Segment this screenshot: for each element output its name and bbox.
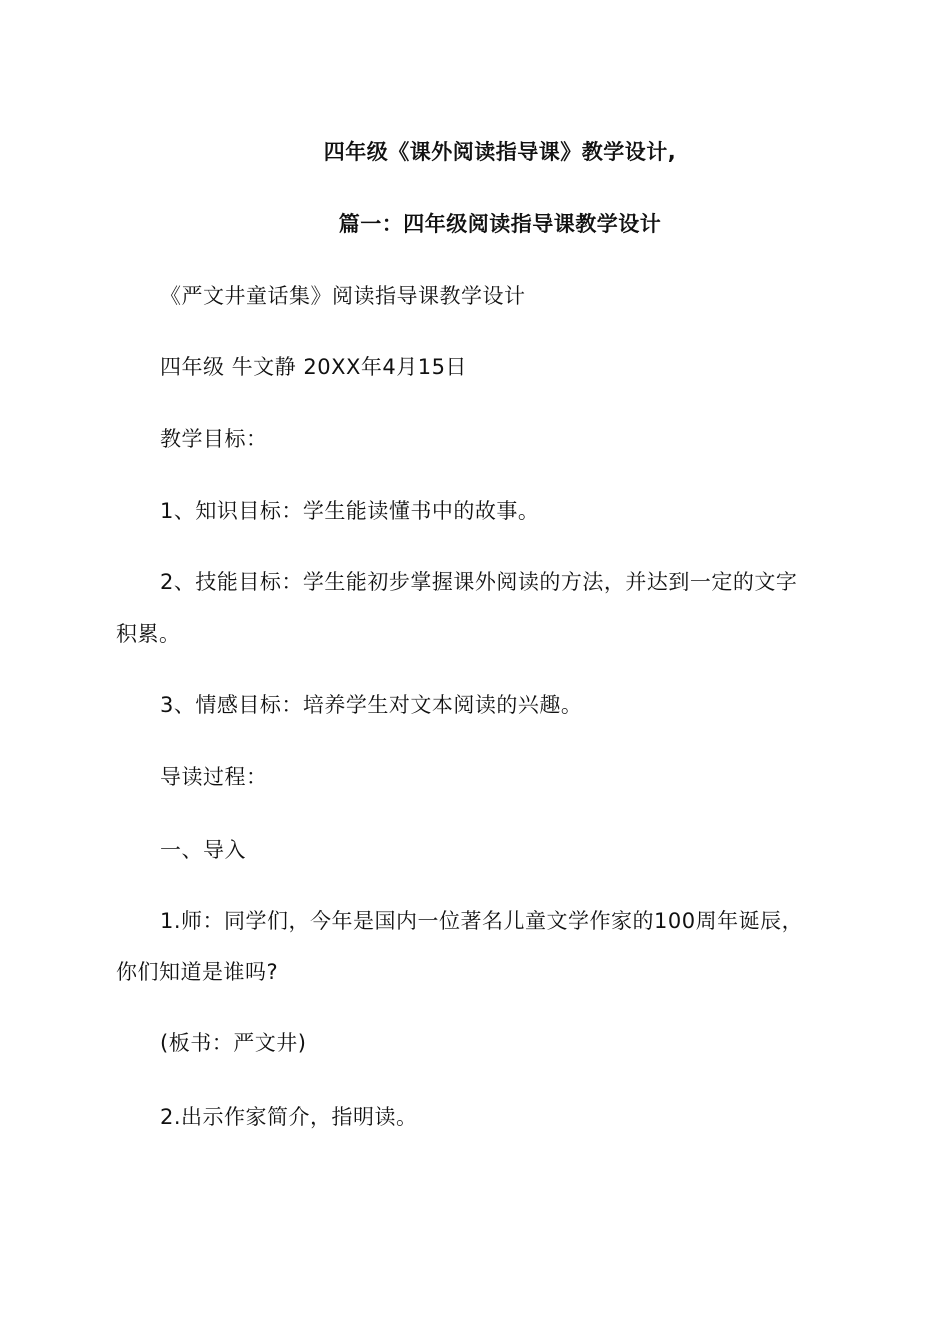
section-1-heading: 一、导入: [160, 838, 246, 862]
book-title-line: 《严文井童话集》阅读指导课教学设计: [160, 284, 526, 308]
goal-2-line-2: 积累。: [116, 622, 181, 646]
goal-3: 3、情感目标：培养学生对文本阅读的兴趣。: [160, 693, 583, 717]
step-1-line-2: 你们知道是谁吗?: [116, 960, 279, 984]
step-1-line-1: 1.师：同学们，今年是国内一位著名儿童文学作家的100周年诞辰，: [160, 909, 804, 933]
byline: 四年级 牛文静 20XX年4月15日: [160, 355, 467, 379]
step-2: 2.出示作家简介，指明读。: [160, 1105, 418, 1129]
goals-heading: 教学目标：: [160, 427, 268, 451]
board-note: (板书：严文井): [160, 1031, 307, 1055]
document-subtitle: 篇一：四年级阅读指导课教学设计: [338, 212, 662, 236]
goal-2-line-1: 2、技能目标：学生能初步掌握课外阅读的方法，并达到一定的文字: [160, 570, 798, 594]
process-heading: 导读过程：: [160, 765, 268, 789]
goal-1: 1、知识目标：学生能读懂书中的故事。: [160, 499, 540, 523]
document-title: 四年级《课外阅读指导课》教学设计,: [323, 140, 677, 164]
